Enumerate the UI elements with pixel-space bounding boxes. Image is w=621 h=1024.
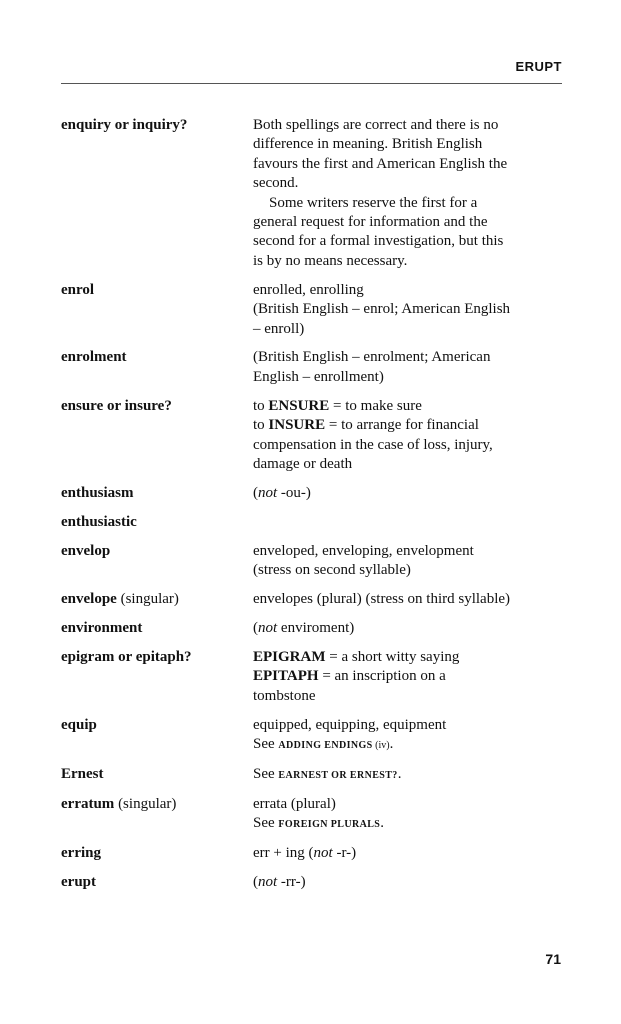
entry-equip — [61, 716, 561, 756]
definition-line: is by no means necessary. — [253, 252, 408, 269]
entry-envelope — [61, 590, 561, 609]
entry-term: enrol — [61, 281, 95, 298]
entry-definition — [253, 648, 561, 706]
definition-line: second for a formal investigation, but this — [253, 233, 504, 250]
entry-term: enquiry or inquiry? — [61, 117, 188, 133]
entry-term: enthusiasm — [61, 484, 134, 501]
definition-line: (British English – enrolment; American — [253, 349, 491, 366]
entry-definition — [253, 542, 561, 581]
definition-line: English – enrollment) — [253, 368, 384, 385]
entry-term: erratum (singular) — [61, 795, 177, 812]
entry-definition — [253, 765, 561, 785]
definition-line: EPITAPH = an inscription on a — [253, 668, 446, 685]
definition-line: (not -rr-) — [253, 874, 306, 890]
entry-term: enrolment — [61, 349, 127, 366]
definition-line: (stress on second syllable) — [253, 562, 411, 579]
entry-definition — [253, 619, 561, 638]
entry-erring — [61, 844, 561, 863]
page-number: 71 — [545, 951, 561, 967]
entry-term: envelope (singular) — [61, 591, 179, 608]
entry-enrol — [61, 281, 561, 339]
entry-ensure — [61, 397, 561, 475]
definition-line: tombstone — [253, 687, 316, 704]
entry-definition — [253, 844, 561, 863]
definition-line: to INSURE = to arrange for financial — [253, 417, 479, 434]
entry-definition — [253, 116, 561, 271]
entry-definition — [253, 484, 561, 503]
definition-line: – enroll) — [253, 320, 305, 337]
entry-term: enthusiastic — [61, 513, 137, 530]
entry-term: environment — [61, 619, 143, 636]
entry-term: envelop — [61, 542, 111, 559]
definition-line: enrolled, enrolling — [253, 281, 364, 298]
entry-definition — [253, 281, 561, 339]
entry-term: equip — [61, 716, 97, 733]
entry-definition — [253, 716, 561, 756]
definition-line: second. — [253, 175, 299, 192]
entry-enrolment — [61, 348, 561, 387]
entry-enthusiasm — [61, 484, 561, 503]
entry-erupt — [61, 873, 561, 892]
definition-line: enveloped, enveloping, envelopment — [253, 542, 474, 559]
entry-term: Ernest — [61, 765, 104, 782]
dictionary-entries — [61, 116, 561, 902]
entry-term: erring — [61, 845, 101, 862]
entry-ernest — [61, 765, 561, 785]
definition-line: Some writers reserve the first for a — [269, 194, 478, 211]
cross-reference: See EARNEST OR ERNEST?. — [253, 765, 402, 782]
entry-definition — [253, 873, 561, 892]
entry-enquiry — [61, 116, 561, 271]
definition-line: difference in meaning. British English — [253, 136, 483, 153]
definition-line: (British English – enrol; American English — [253, 301, 511, 318]
entry-enthusiastic — [61, 513, 561, 532]
definition-line: (not -ou-) — [253, 484, 311, 501]
entry-definition — [253, 513, 561, 532]
entry-erratum — [61, 795, 561, 835]
entry-definition — [253, 397, 561, 475]
definition-line: to ENSURE = to make sure — [253, 397, 422, 414]
entry-environment — [61, 619, 561, 638]
entry-term: epigram or epitaph? — [61, 648, 192, 665]
definition-line: equipped, equipping, equipment — [253, 716, 447, 733]
entry-envelop — [61, 542, 561, 581]
definition-line: EPIGRAM = a short witty saying — [253, 648, 460, 665]
definition-line: favours the first and American English the — [253, 155, 508, 172]
entry-epigram — [61, 648, 561, 706]
definition-line: (not enviroment) — [253, 619, 355, 636]
definition-line: err + ing (not -r-) — [253, 845, 357, 862]
entry-definition — [253, 348, 561, 387]
cross-reference: See FOREIGN PLURALS. — [253, 815, 385, 832]
definition-line: damage or death — [253, 456, 353, 472]
entry-definition — [253, 590, 561, 609]
definition-line: envelopes (plural) (stress on third syllable) — [253, 591, 511, 608]
definition-line: Both spellings are correct and there is no — [253, 117, 499, 133]
entry-term: ensure or insure? — [61, 397, 172, 414]
definition-line: compensation in the case of loss, injury, — [253, 436, 493, 453]
header-rule — [61, 83, 562, 84]
entry-term: erupt — [61, 874, 96, 890]
definition-line: general request for information and the — [253, 214, 488, 231]
entry-definition — [253, 795, 561, 835]
definition-line: errata (plural) — [253, 795, 336, 812]
running-head: ERUPT — [515, 59, 562, 74]
cross-reference: See ADDING ENDINGS (iv). — [253, 735, 394, 752]
